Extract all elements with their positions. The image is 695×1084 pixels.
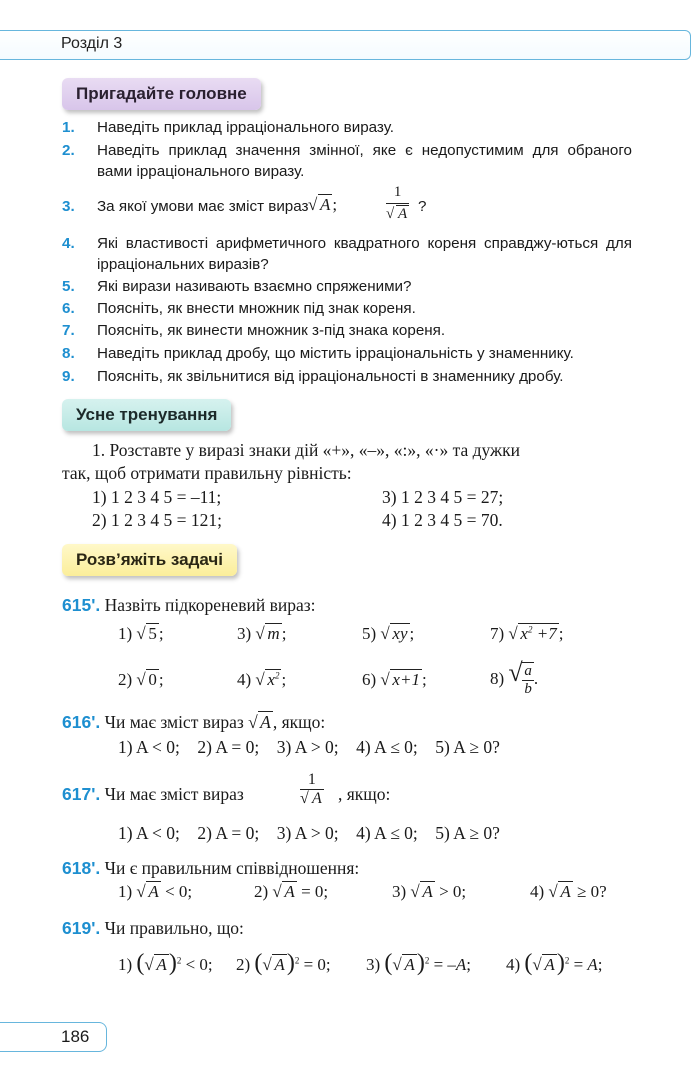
list-item: 4. Які властивості арифметичного квадратного кореня справджу-ються для ірраціональних виразів? [62, 235, 632, 273]
list-item: 9. Поясніть, як звільнитися від ірраціональності в знаменнику дробу. [62, 368, 564, 385]
page-number: 186 [61, 1027, 90, 1046]
recall-heading: Пригадайте головне [62, 78, 261, 110]
task-617: 617'. Чи має зміст вираз [62, 784, 244, 804]
oral-eq-2: 2) 1 2 3 4 5 = 121; [92, 510, 222, 530]
task-619: 619'. Чи правильно, що: [62, 918, 244, 938]
list-item: 8. Наведіть приклад дробу, що містить ірраціональність у знаменнику. [62, 345, 574, 362]
task-615: 615'. Назвіть підкореневий вираз: [62, 595, 316, 615]
oral-eq-3: 3) 1 2 3 4 5 = 27; [382, 487, 504, 507]
list-item: 7. Поясніть, як винести множник з-під знака кореня. [62, 322, 446, 339]
list-item: 1. Наведіть приклад ірраціонального виразу. [62, 119, 395, 136]
task-616-options: 1) A < 0; 2) A = 0; 3) A > 0; 4) A ≤ 0; 5) A ≥ 0? [118, 737, 500, 757]
oral-eq-1: 1) 1 2 3 4 5 = –11; [92, 487, 222, 507]
page-footer [0, 1022, 112, 1052]
list-item: 6. Поясніть, як внести множник під знак кореня. [62, 300, 416, 317]
chapter-title: Розділ 3 [61, 35, 123, 52]
task-616: 616'. Чи має зміст вираз √ A , якщо: [62, 712, 326, 732]
oral-task-line1: 1. Розставте у виразі знаки дій «+», «–», «:», «·» та дужки [92, 440, 521, 460]
list-item: 3. За якої умови має зміст вираз √ A ; 1 √ A ? [62, 184, 427, 222]
chapter-header [0, 30, 695, 60]
oral-heading: Усне тренування [62, 399, 231, 431]
task-617-options: 1) A < 0; 2) A = 0; 3) A > 0; 4) A ≤ 0; 5) A ≥ 0? [118, 823, 500, 843]
task-618: 618'. Чи є правильним співвідношення: [62, 858, 360, 878]
oral-task-line2: так, щоб отримати правильну рівність: [62, 463, 352, 483]
oral-eq-4: 4) 1 2 3 4 5 = 70. [382, 510, 503, 530]
list-item: 2. Наведіть приклад значення змінної, яке є недопустимим для обраного вами ірраціонального виразу. [62, 142, 632, 180]
list-item: 5. Які вирази називають взаємно спряженими? [62, 278, 412, 295]
solve-heading: Розв’яжіть задачі [62, 544, 237, 576]
